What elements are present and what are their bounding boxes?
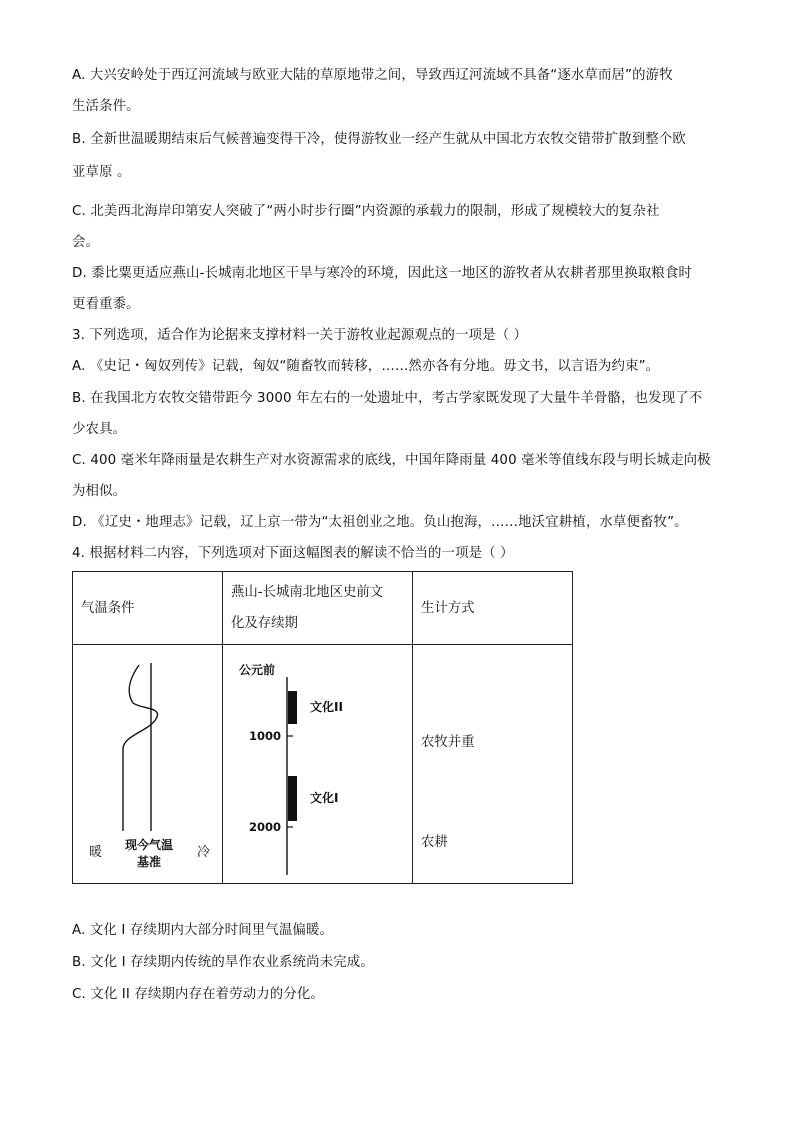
culture-1-bar xyxy=(288,776,297,821)
timeline-figure xyxy=(223,645,413,883)
baseline-label-1: 现今气温 xyxy=(125,838,174,852)
culture-2-label: 文化II xyxy=(310,700,343,714)
timeline-cell xyxy=(223,645,413,884)
livelihood-cell xyxy=(413,645,573,884)
header-temperature-label: 气温条件 xyxy=(81,601,135,616)
livelihood-mixed: 农牧并重 xyxy=(421,735,475,750)
header-culture xyxy=(223,572,413,645)
option-b-line-2: 亚草原 。 xyxy=(72,165,131,180)
q4-option-b: B. 文化 I 存续期内传统的旱作农业系统尚未完成。 xyxy=(72,955,374,970)
option-d-line-1: D. 黍比粟更适应燕山-长城南北地区干旱与寒冷的环境，因此这一地区的游牧者从农耕者那里换取粮食时 xyxy=(72,266,693,281)
header-culture-line-1: 燕山-长城南北地区史前文 xyxy=(231,585,384,600)
option-b-line-1: B. 全新世温暖期结束后气候普遍变得干冷，使得游牧业一经产生就从中国北方农牧交错带扩散到整个欧 xyxy=(72,132,686,147)
header-culture-line-2: 化及存续期 xyxy=(231,616,298,631)
temperature-cell xyxy=(73,645,223,884)
temperature-curve xyxy=(123,665,158,831)
baseline-label-2: 基准 xyxy=(137,855,162,869)
q4-option-c: C. 文化 II 存续期内存在着劳动力的分化。 xyxy=(72,987,324,1002)
header-livelihood-label: 生计方式 xyxy=(421,601,475,616)
era-label: 公元前 xyxy=(239,663,276,677)
warm-label: 暖 xyxy=(89,845,103,860)
question-3: 3. 下列选项，适合作为论据来支撑材料一关于游牧业起源观点的一项是（ ） xyxy=(72,328,528,343)
q3-option-b-line-2: 少农具。 xyxy=(72,422,127,437)
header-livelihood xyxy=(413,572,573,645)
option-a-line-1: A. 大兴安岭处于西辽河流域与欧亚大陆的草原地带之间，导致西辽河流域不具备“逐水草而居”的游牧 xyxy=(72,68,673,83)
q4-option-a: A. 文化 I 存续期内大部分时间里气温偏暖。 xyxy=(72,923,333,938)
tick-1000-label: 1000 xyxy=(249,729,282,743)
q3-option-c-line-2: 为相似。 xyxy=(72,484,127,499)
temperature-curve-figure xyxy=(73,645,223,883)
q3-option-b-line-1: B. 在我国北方农牧交错带距今 3000 年左右的一处遗址中，考古学家既发现了大量牛羊骨骼，也发现了不 xyxy=(72,391,703,406)
option-c-line-1: C. 北美西北海岸印第安人突破了“两小时步行圈”内资源的承载力的限制，形成了规模较大的复杂社 xyxy=(72,204,660,219)
question-4: 4. 根据材料二内容，下列选项对下面这幅图表的解读不恰当的一项是（ ） xyxy=(72,546,514,561)
option-c-line-2: 会。 xyxy=(72,235,100,250)
q3-option-a: A. 《史记・匈奴列传》记载，匈奴“随畜牧而转移，……然亦各有分地。毋文书，以言语为约束”。 xyxy=(72,359,660,374)
option-a-line-2: 生活条件。 xyxy=(72,99,140,114)
livelihood-farming: 农耕 xyxy=(421,835,448,850)
cold-label: 冷 xyxy=(197,845,211,860)
culture-1-label: 文化I xyxy=(310,791,339,805)
option-d-line-2: 更看重黍。 xyxy=(72,297,140,312)
q3-option-c-line-1: C. 400 毫米年降雨量是农耕生产对水资源需求的底线，中国年降雨量 400 毫米等值线东段与明长城走向极 xyxy=(72,453,711,468)
chart-table xyxy=(72,571,573,884)
tick-2000-label: 2000 xyxy=(249,820,282,834)
header-temperature xyxy=(73,572,223,645)
q3-option-d: D. 《辽史・地理志》记载，辽上京一带为“太祖创业之地。负山抱海，……地沃宜耕植，水草便畜牧”。 xyxy=(72,515,688,530)
culture-2-bar xyxy=(288,691,297,724)
